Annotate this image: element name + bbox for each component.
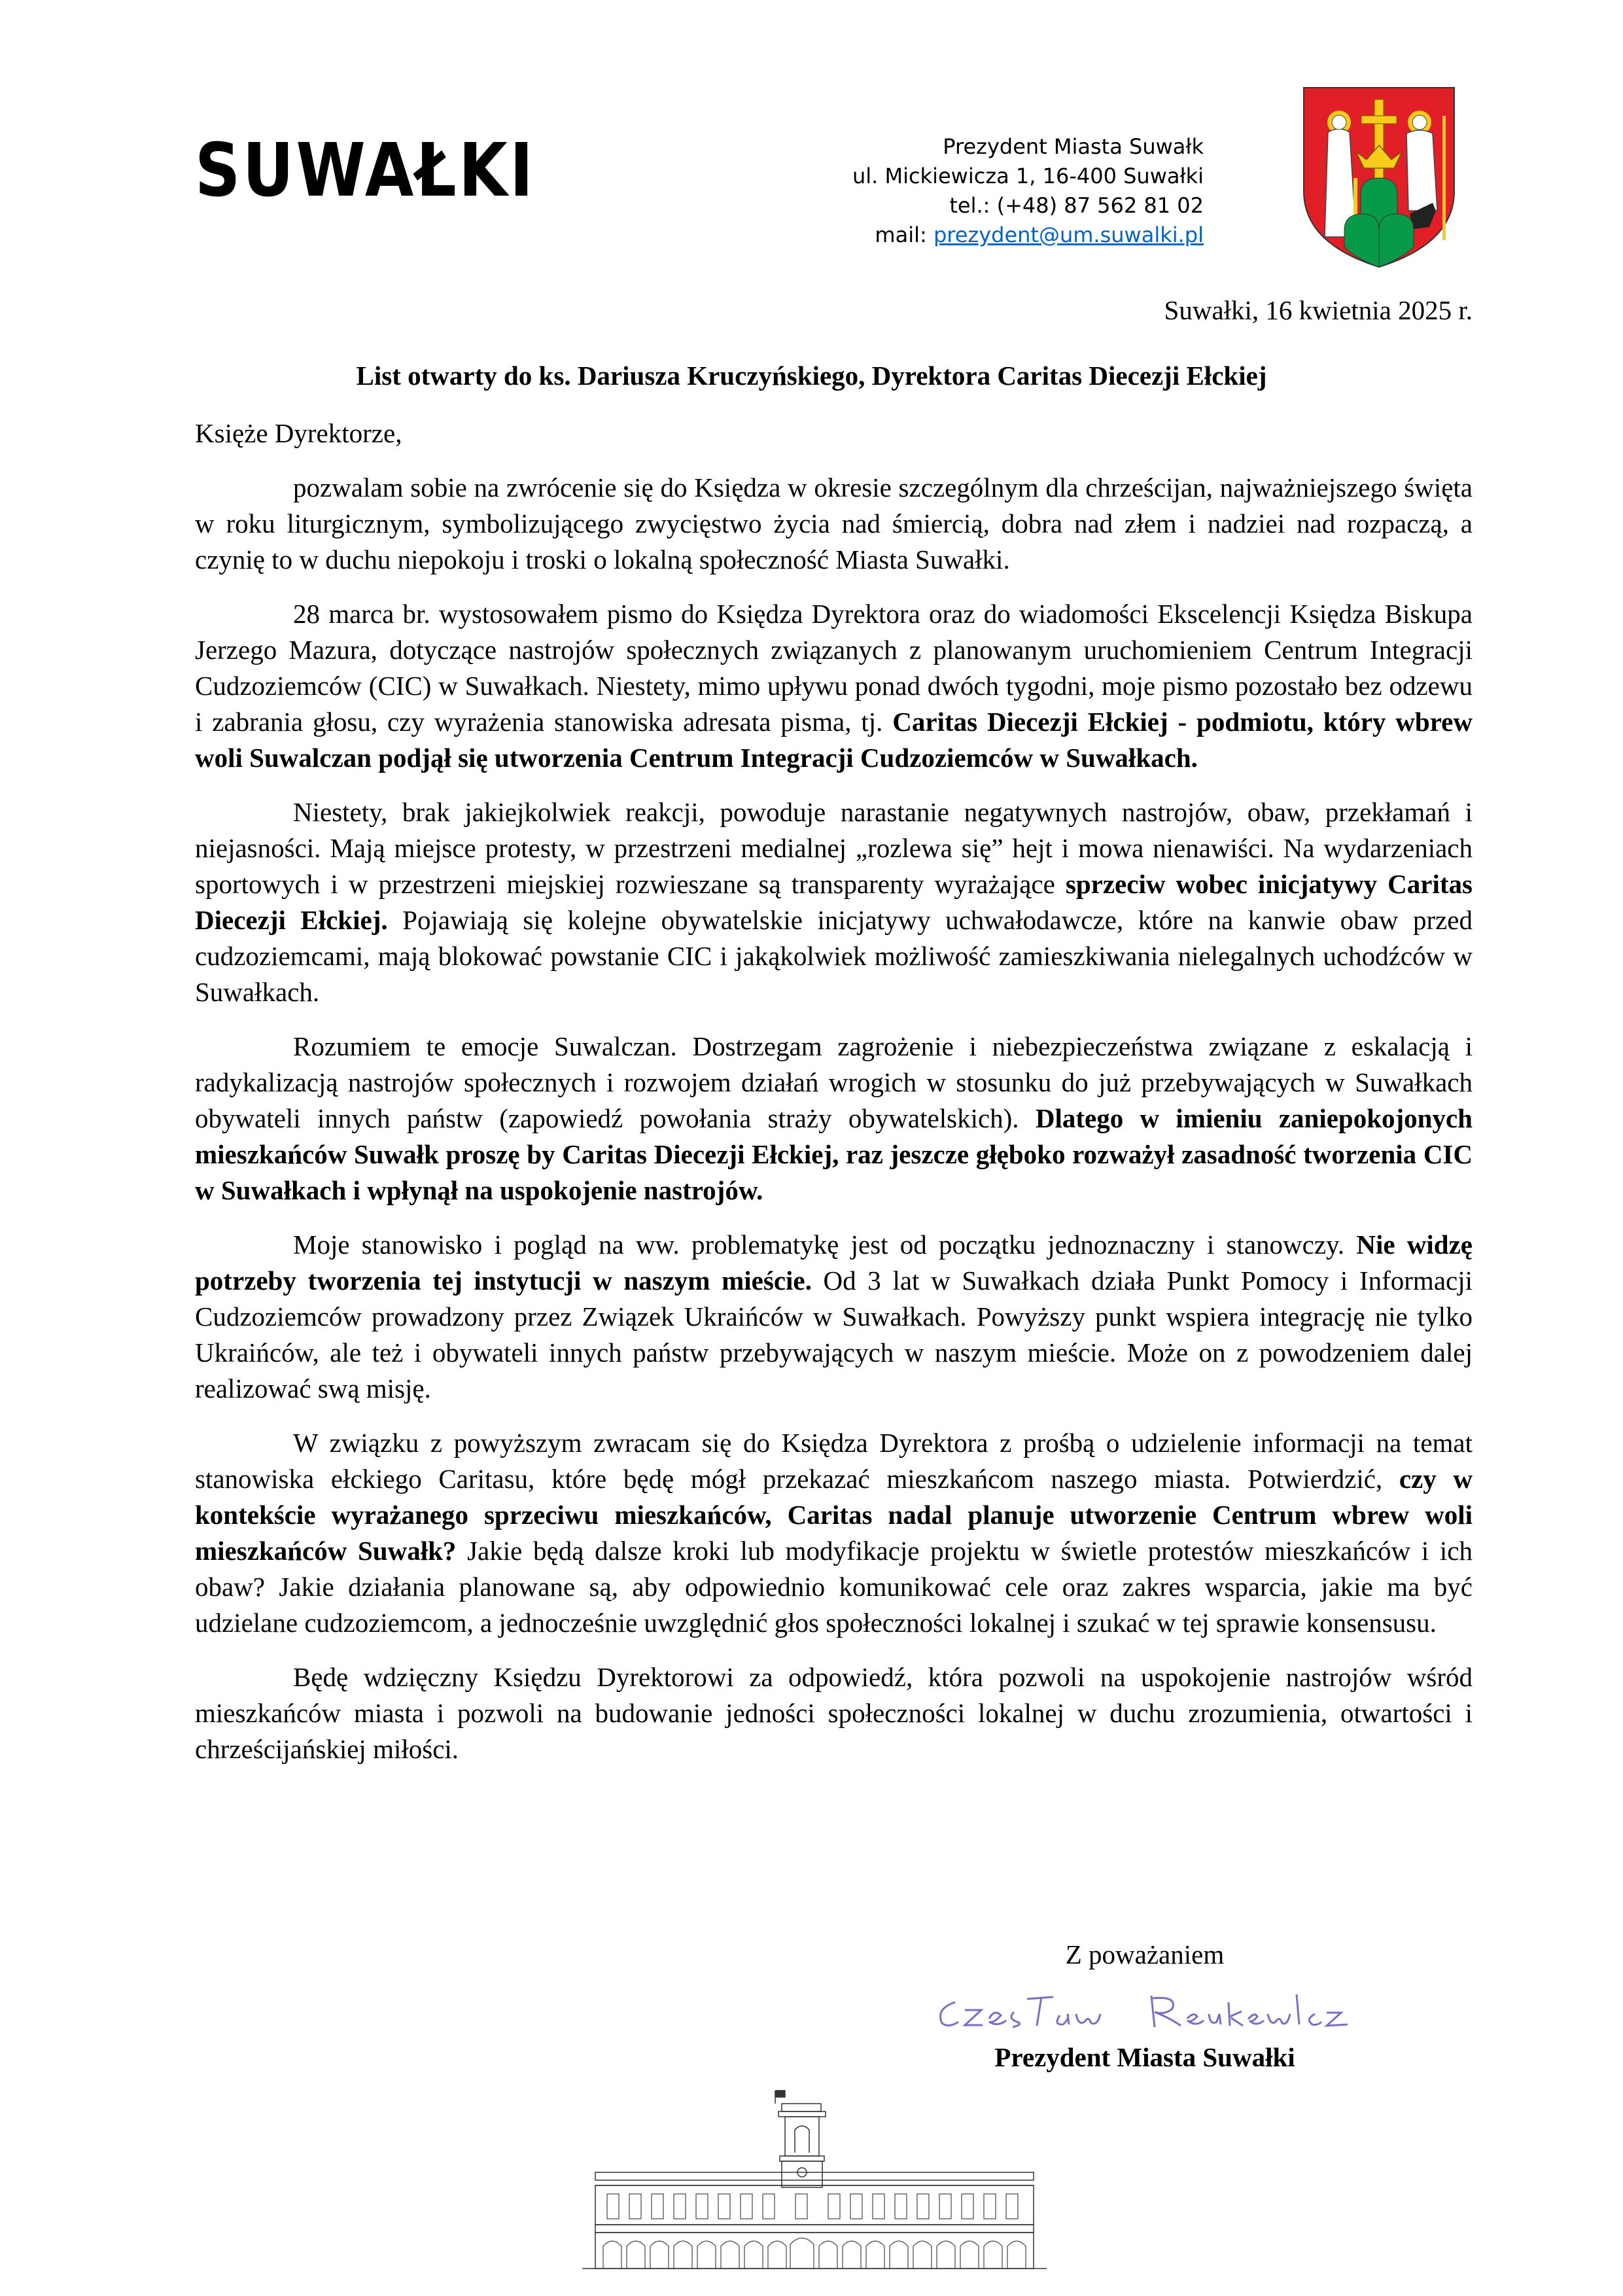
emphasized-text: Caritas Diecezji Ełckiej - podmiotu, który wbrew woli Suwalczan podjął się utworzenia Centrum Integracji Cudzoziemców w Suwałkach. [195, 707, 1473, 773]
emphasized-text: sprzeciw wobec inicjatywy Caritas Diecezji Ełckiej. [195, 869, 1473, 935]
paragraph-text: pozwalam sobie na zwrócenie się do Księdza w okresie szczególnym dla chrześcijan, najważniejszego święta w roku liturgicznym, symbolizującego zwycięstwo życia nad śmiercią, dobra nad złem i nadziei nad rozpaczą, a czynię to w duchu niepokoju i troski o lokalną społeczność Miasta Suwałki. [195, 472, 1473, 574]
paragraph-text: 28 marca br. wystosowałem pismo do Księdza Dyrektora oraz do wiadomości Ekscelencji Księdza Biskupa Jerzego Mazura, dotyczące nastrojów społecznych związanych z planowanym uruchomieniem Centrum Integracji Cudzoziemców (CIC) w Suwałkach. Niestety, mimo upływu ponad dwóch tygodni, moje pismo pozostało bez odzewu i zabrania głosu, czy wyrażenia stanowiska adresata pisma, tj. [195, 599, 1473, 737]
body-paragraph [195, 1029, 1473, 1209]
salutation: Księże Dyrektorze, [195, 418, 402, 448]
contact-phone: tel.: (+48) 87 562 81 02 [949, 193, 1204, 218]
mail-link[interactable]: prezydent@um.suwalki.pl [933, 222, 1204, 247]
body-paragraph [195, 1659, 1473, 1767]
letter-title: List otwarty do ks. Dariusza Kruczyńskiego, Dyrektora Caritas Diecezji Ełckiej [356, 361, 1267, 391]
closing-phrase: Z poważaniem [1065, 1939, 1225, 1969]
body-paragraph [195, 1425, 1473, 1641]
body-paragraph [195, 470, 1473, 578]
contact-mail [852, 221, 1204, 250]
paragraph-text: Będę wdzięczny Księdzu Dyrektorowi za odpowiedź, która pozwoli na uspokojenie nastrojów wśród mieszkańców miasta i pozwoli na budowanie jedności społeczności lokalnej w duchu zrozumienia, otwartości i chrześcijańskiej miłości. [195, 1662, 1473, 1764]
letter-date: Suwałki, 16 kwietnia 2025 r. [1164, 295, 1473, 325]
coat-of-arms-icon [1299, 80, 1459, 270]
letter-body [195, 470, 1473, 1786]
emphasized-text: czy w kontekście wyrażanego sprzeciwu mieszkańców, Caritas nadal planuje utworzenie Centrum wbrew woli mieszkańców Suwałk? [195, 1464, 1473, 1566]
paragraph-text: Rozumiem te emocje Suwalczan. Dostrzegam zagrożenie i niebezpieczeństwa związane z eskalacją i radykalizacją nastrojów społecznych i rozwojem działań wrogich w stosunku do już przebywających w Suwałkach obywateli innych państw (zapowiedź powołania straży obywatelskich). [195, 1031, 1473, 1133]
contact-block [852, 132, 1204, 250]
paragraph-text: Jakie będą dalsze kroki lub modyfikacje projektu w świetle protestów mieszkańców i ich obaw? Jakie działania planowane są, aby odpowiednio komunikować cele oraz zakres wsparcia, jakie ma być udzielane cudzoziemcom, a jednocześnie uwzględnić głos społeczności lokalnej i szukać w tej sprawie konsensusu. [195, 1536, 1473, 1638]
contact-address: ul. Mickiewicza 1, 16-400 Suwałki [852, 164, 1204, 188]
paragraph-text: Niestety, brak jakiejkolwiek reakcji, powoduje narastanie negatywnych nastrojów, obaw, przekłamań i niejasności. Mają miejsce protesty, w przestrzeni medialnej „rozlewa się” hejt i mowa nienawiści. Na wydarzeniach sportowych i w przestrzeni miejskiej rozwieszane są transparenty wyrażające [195, 797, 1473, 899]
paragraph-text: Pojawiają się kolejne obywatelskie inicjatywy uchwałodawcze, które na kanwie obaw przed cudzoziemcami, mają blokować powstanie CIC i jakąkolwiek możliwość zamieszkiwania nielegalnych uchodźców w Suwałkach. [195, 905, 1473, 1007]
body-paragraph [195, 596, 1473, 776]
body-paragraph [195, 1227, 1473, 1407]
emphasized-text: Nie widzę potrzeby tworzenia tej instytucji w naszym mieście. [195, 1229, 1473, 1296]
paragraph-text: Moje stanowisko i pogląd na ww. problematykę jest od początku jednoznaczny i stanowczy. [293, 1229, 1357, 1260]
signer-title: Prezydent Miasta Suwałki [994, 2042, 1295, 2072]
mail-label: mail: [875, 222, 934, 247]
contact-office: Prezydent Miasta Suwałk [943, 134, 1204, 159]
paragraph-text: Od 3 lat w Suwałkach działa Punkt Pomocy i Informacji Cudzoziemców prowadzony przez Związek Ukraińców w Suwałkach. Powyższy punkt wspiera integrację nie tylko Ukraińców, ale też i obywateli innych państw przebywających w naszym mieście. Może on z powodzeniem dalej realizować swą misję. [195, 1265, 1473, 1404]
paragraph-text: W związku z powyższym zwracam się do Księdza Dyrektora z prośbą o udzielenie informacji na temat stanowiska ełckiego Caritasu, które będę mógł przekazać mieszkańcom naszego miasta. Potwierdzić, [195, 1428, 1473, 1494]
emphasized-text: Dlatego w imieniu zaniepokojonych mieszkańców Suwałk proszę by Caritas Diecezji Ełckiej, raz jeszcze głęboko rozważył zasadność tworzenia CIC w Suwałkach i wpłynął na uspokojenie nastrojów. [195, 1103, 1473, 1205]
handwritten-signature [929, 1983, 1374, 2035]
body-paragraph [195, 794, 1473, 1010]
suwalki-logo: SUWAŁKI [195, 128, 536, 213]
town-hall-illustration-icon [569, 2084, 1060, 2274]
